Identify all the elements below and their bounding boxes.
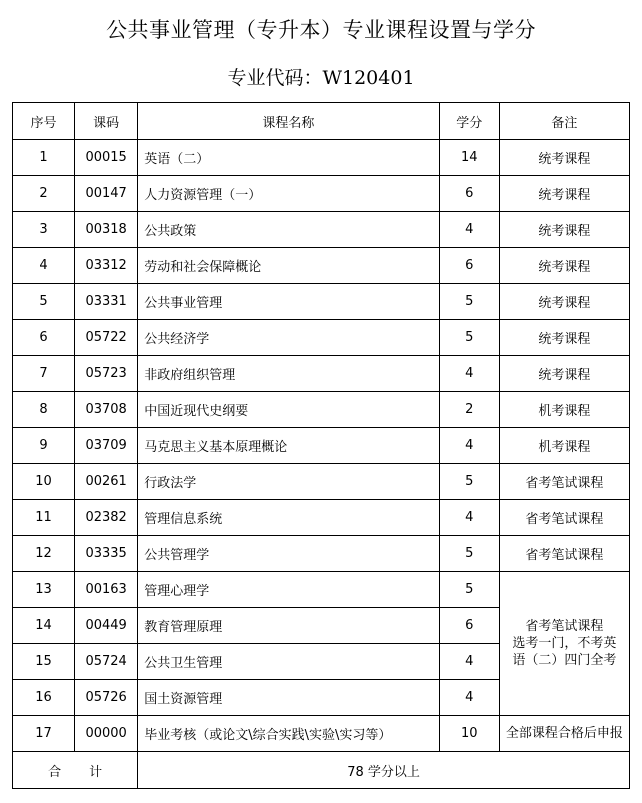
cell-code: 05722 [75, 320, 138, 356]
cell-note: 机考课程 [499, 392, 629, 428]
cell-credit: 10 [439, 716, 499, 752]
cell-name: 非政府组织管理 [138, 356, 439, 392]
table-row [13, 176, 630, 212]
cell-code: 05724 [75, 644, 138, 680]
table-row [13, 716, 630, 752]
cell-note-elective [499, 572, 629, 716]
total-label [13, 752, 138, 789]
cell-credit: 5 [439, 464, 499, 500]
cell-note: 统考课程 [499, 140, 629, 176]
cell-credit: 4 [439, 644, 499, 680]
cell-note: 全部课程合格后申报 [499, 716, 629, 752]
cell-note: 统考课程 [499, 356, 629, 392]
major-code: 专业代码：W120401 [227, 67, 415, 89]
cell-code: 00261 [75, 464, 138, 500]
cell-note: 省考笔试课程 [499, 464, 629, 500]
cell-credit: 4 [439, 212, 499, 248]
cell-seq: 3 [13, 212, 75, 248]
cell-credit: 5 [439, 572, 499, 608]
table-row [13, 248, 630, 284]
elective-note-line: 选考一门，不考英 [512, 636, 617, 651]
cell-code: 05723 [75, 356, 138, 392]
cell-credit: 4 [439, 680, 499, 716]
table-header-row [13, 103, 630, 140]
cell-seq: 17 [13, 716, 75, 752]
cell-note: 统考课程 [499, 212, 629, 248]
cell-code: 03331 [75, 284, 138, 320]
table-row [13, 500, 630, 536]
cell-code: 00000 [75, 716, 138, 752]
cell-seq: 1 [13, 140, 75, 176]
cell-code: 00163 [75, 572, 138, 608]
cell-note: 机考课程 [499, 428, 629, 464]
cell-credit: 6 [439, 608, 499, 644]
cell-seq: 10 [13, 464, 75, 500]
table-total-row [13, 752, 630, 789]
cell-code: 00015 [75, 140, 138, 176]
cell-seq: 4 [13, 248, 75, 284]
cell-code: 00449 [75, 608, 138, 644]
cell-credit: 5 [439, 284, 499, 320]
cell-code: 02382 [75, 500, 138, 536]
cell-seq: 5 [13, 284, 75, 320]
cell-note: 统考课程 [499, 284, 629, 320]
cell-code: 05726 [75, 680, 138, 716]
total-value: 78 学分以上 [138, 752, 630, 789]
header-code: 课码 [75, 103, 138, 140]
cell-credit: 2 [439, 392, 499, 428]
cell-code: 00318 [75, 212, 138, 248]
cell-seq: 15 [13, 644, 75, 680]
cell-name: 毕业考核（或论文\综合实践\实验\实习等） [138, 716, 439, 752]
cell-name: 人力资源管理（一） [138, 176, 439, 212]
cell-name: 马克思主义基本原理概论 [138, 428, 439, 464]
table-row [13, 140, 630, 176]
cell-name: 公共经济学 [138, 320, 439, 356]
cell-code: 00147 [75, 176, 138, 212]
cell-note: 省考笔试课程 [499, 536, 629, 572]
cell-code: 03709 [75, 428, 138, 464]
cell-name: 教育管理原理 [138, 608, 439, 644]
table-row [13, 320, 630, 356]
cell-name: 管理信息系统 [138, 500, 439, 536]
cell-seq: 12 [13, 536, 75, 572]
table-row [13, 212, 630, 248]
cell-code: 03312 [75, 248, 138, 284]
cell-name: 管理心理学 [138, 572, 439, 608]
table-row [13, 356, 630, 392]
table-row [13, 284, 630, 320]
cell-seq: 16 [13, 680, 75, 716]
cell-name: 行政法学 [138, 464, 439, 500]
header-name: 课程名称 [138, 103, 439, 140]
total-label-part: 合 [48, 764, 62, 780]
cell-code: 03335 [75, 536, 138, 572]
cell-name: 公共卫生管理 [138, 644, 439, 680]
page-title: 公共事业管理（专升本）专业课程设置与学分 [106, 18, 536, 42]
cell-name: 中国近现代史纲要 [138, 392, 439, 428]
table-row [13, 392, 630, 428]
cell-code: 03708 [75, 392, 138, 428]
cell-seq: 13 [13, 572, 75, 608]
cell-credit: 5 [439, 536, 499, 572]
table-body [13, 140, 630, 789]
elective-note-line: 语（二）四门全考 [512, 653, 617, 668]
total-label-part: 计 [89, 764, 103, 780]
elective-note-line: 省考笔试课程 [525, 619, 604, 634]
cell-seq: 7 [13, 356, 75, 392]
cell-note: 统考课程 [499, 176, 629, 212]
cell-name: 劳动和社会保障概论 [138, 248, 439, 284]
header-seq: 序号 [13, 103, 75, 140]
cell-name: 公共事业管理 [138, 284, 439, 320]
cell-seq: 6 [13, 320, 75, 356]
cell-seq: 8 [13, 392, 75, 428]
table-row [13, 428, 630, 464]
cell-credit: 14 [439, 140, 499, 176]
table-row [13, 536, 630, 572]
cell-note: 省考笔试课程 [499, 500, 629, 536]
table-row [13, 572, 630, 608]
cell-credit: 4 [439, 356, 499, 392]
cell-note: 统考课程 [499, 320, 629, 356]
cell-seq: 11 [13, 500, 75, 536]
cell-seq: 9 [13, 428, 75, 464]
cell-credit: 6 [439, 176, 499, 212]
cell-name: 公共政策 [138, 212, 439, 248]
cell-credit: 5 [439, 320, 499, 356]
course-table [12, 102, 630, 789]
cell-credit: 6 [439, 248, 499, 284]
table-row [13, 464, 630, 500]
cell-name: 公共管理学 [138, 536, 439, 572]
cell-note: 统考课程 [499, 248, 629, 284]
cell-name: 英语（二） [138, 140, 439, 176]
header-credit: 学分 [439, 103, 499, 140]
header-note: 备注 [499, 103, 629, 140]
cell-credit: 4 [439, 428, 499, 464]
cell-name: 国土资源管理 [138, 680, 439, 716]
cell-seq: 14 [13, 608, 75, 644]
cell-credit: 4 [439, 500, 499, 536]
cell-seq: 2 [13, 176, 75, 212]
